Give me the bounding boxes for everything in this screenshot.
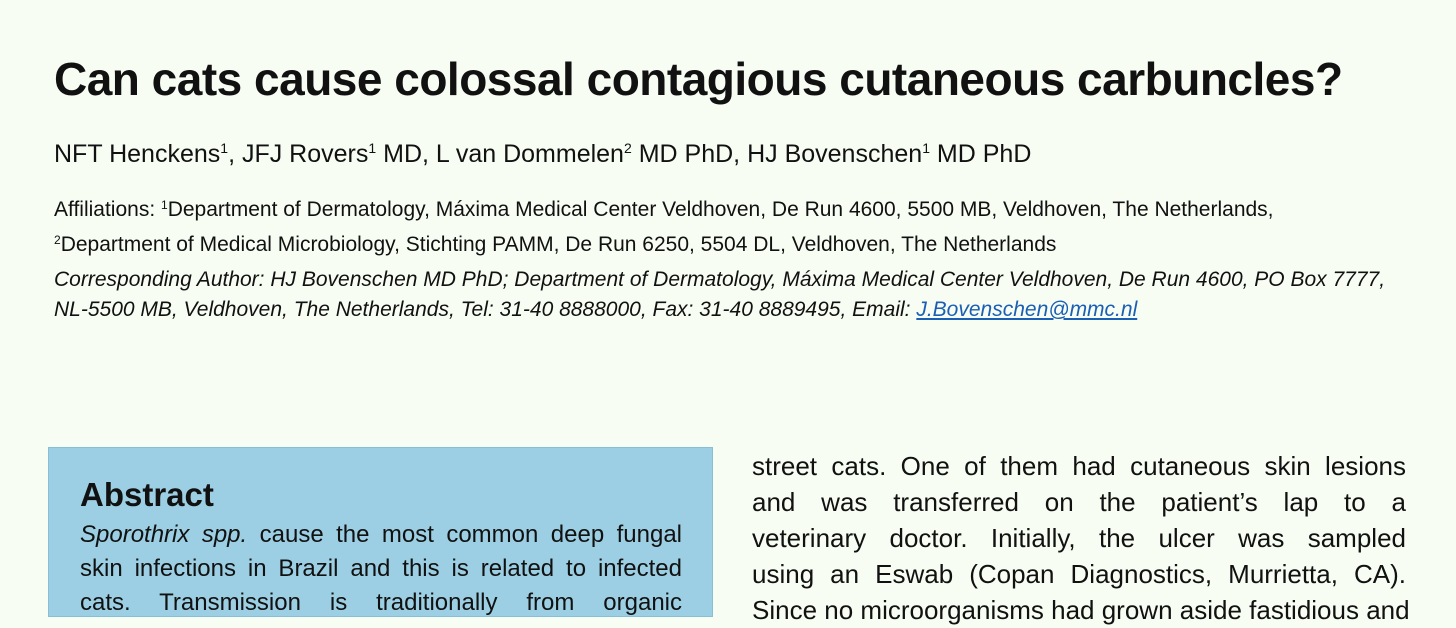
author-name: NFT Henckens [54, 140, 221, 168]
author-name: JFJ Rovers [241, 140, 369, 168]
body-line: using an Eswab (Copan Diagnostics, Murrietta, CA). [752, 559, 1406, 589]
affiliation-1: Department of Dermatology, Máxima Medical Center Veldhoven, De Run 4600, 5500 MB, Veldhoven, The Netherlands, [167, 198, 1274, 221]
corresponding-author [54, 265, 1414, 325]
author-affiliation-marker: 1 [922, 140, 930, 156]
body-line: Since no microorganisms had grown aside fastidious and [752, 595, 1410, 625]
affiliations-prefix: Affiliations: [54, 198, 161, 221]
affiliation-2: Department of Medical Microbiology, Stichting PAMM, De Run 6250, 5504 DL, Veldhoven, The Netherlands [60, 233, 1057, 256]
abstract-line: skin infections in Brazil and this is related to infected [80, 555, 682, 582]
author-name: L van Dommelen [435, 140, 624, 168]
affiliation-marker: 2 [54, 233, 61, 247]
paper-title: Can cats cause colossal contagious cutaneous carbuncles? [54, 53, 1343, 105]
author-degree: MD [376, 140, 422, 168]
author-list: NFT Henckens$^1$, JFJ Rovers$^1$ MD, L van Dommelen$^2$ MD PhD, HJ Bovenschen$^1$ MD PhD [54, 140, 1032, 168]
abstract-line: Sporothrix spp. cause the most common deep fungal [80, 521, 682, 548]
body-line: street cats. One of them had cutaneous skin lesions [752, 451, 1406, 481]
affiliation-marker: 1 [161, 198, 168, 212]
author-name: HJ Bovenschen [747, 140, 923, 168]
author-degree: MD PhD [631, 140, 734, 168]
abstract-heading: Abstract [80, 476, 214, 513]
body-column-text [752, 448, 1410, 628]
author-affiliation-marker: 1 [368, 140, 377, 156]
body-line: veterinary doctor. Initially, the ulcer was sampled [752, 523, 1406, 553]
author-affiliation-marker: 1 [220, 140, 229, 156]
email-link[interactable]: J.Bovenschen@mmc.nl [916, 298, 1138, 321]
abstract-species-name: Sporothrix spp. [80, 521, 248, 548]
abstract-text [80, 518, 682, 620]
corresponding-author-text: Corresponding Author: HJ Bovenschen MD PhD; Department of Dermatology, Máxima Medical Center Veldhoven, De Run 4600, PO Box 7777, NL-5500 MB, Veldhoven, The Netherlands, Tel: 31-40 8888000, Fax: 31-40 8889495, Email: [54, 268, 1386, 321]
author-affiliation-marker: 2 [623, 140, 632, 156]
abstract-line: cats. Transmission is traditionally from organic [80, 589, 682, 616]
affiliations [54, 190, 1384, 260]
body-line: and was transferred on the patient’s lap to a [752, 487, 1406, 517]
author-degree: MD PhD [929, 140, 1032, 168]
